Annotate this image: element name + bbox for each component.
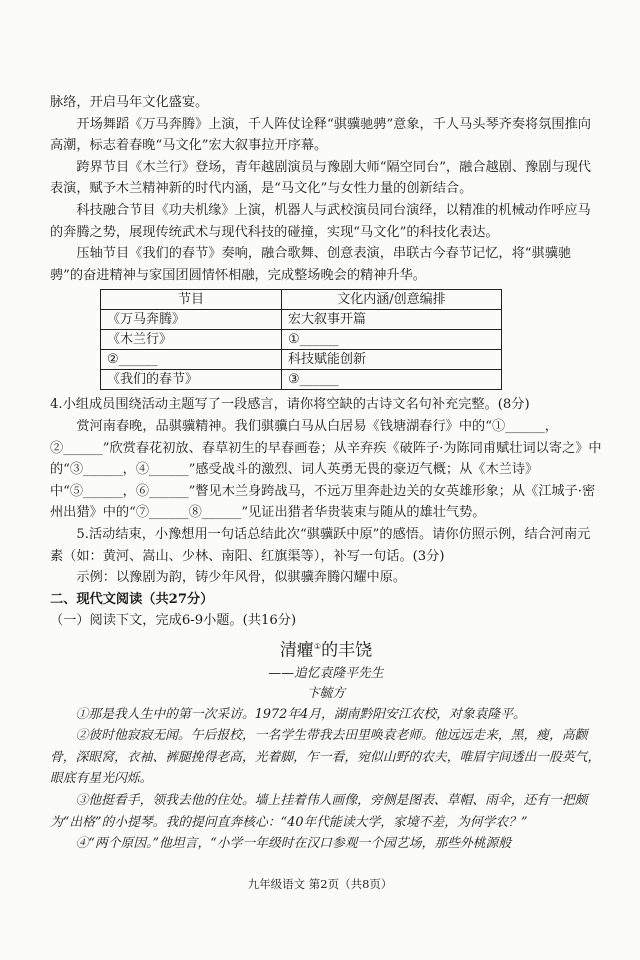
question-4-body: 赏河南春晚，品骐骥精神。我们骐骥白马从白居易《钱塘湖春行》中的“①______，②______”欣赏春花初放、春草初生的早春画卷；从辛弃疾《破阵子·为陈同甫赋壮词以寄之》中的“③______，④______”感受战斗的激烈、词人英勇无畏的豪迈气概；从《木兰诗》中“⑤______，⑥______”瞥见木兰身跨战马，不远万里奔赴边关的女英雄形象；从《江城子·密州出猎》中的“⑦______⑧______”见证出猎者华贵装束与随从的雄壮气势。 xyxy=(50,418,602,521)
article-title-rest: 的丰饶 xyxy=(321,640,373,661)
table-header-row xyxy=(101,290,502,310)
paragraph-intro-end: 脉络，开启马年文化盛宴。 xyxy=(50,95,209,110)
section-heading: 二、现代文阅读（共27分） xyxy=(50,591,214,607)
table-cell: ①______ xyxy=(282,330,502,350)
table-row xyxy=(101,330,502,350)
table-cell: 《我们的春节》 xyxy=(101,370,282,390)
article-author: 卞毓方 xyxy=(306,685,346,701)
paragraph-kungfu: 科技融合节目《功夫机缘》上演，机器人与武校演员同台演绎，以精准的机械动作呼应马的奔腾之势，展现传统武术与现代科技的碰撞，实现“马文化”的科技化表达。 xyxy=(50,202,591,240)
question-4-stem: 4.小组成员围绕活动主题写了一段感言，请你将空缺的古诗文名句补充完整。(8分) xyxy=(50,397,530,413)
section-part-heading: （一）阅读下文，完成6-9小题。(共16分) xyxy=(50,613,297,629)
table-cell: 科技赋能创新 xyxy=(282,350,502,370)
program-table xyxy=(100,289,502,390)
article-title-text: 清癯 xyxy=(279,640,314,661)
article-title-note: ① xyxy=(313,641,322,651)
article-paragraph: ③他挺看手，领我去他的住处。墙上挂着伟人画像，旁侧是图表、草帽、雨伞，还有一把颇为“出格”的小提琴。我的提问直奔核心：“40年代能读大学，家境不差，为何学农？” xyxy=(50,792,588,830)
paragraph-mulan: 跨界节目《木兰行》登场，青年越剧演员与豫剧大师“隔空同台”，融合越剧、豫剧与现代表演，赋予木兰精神新的时代内涵，是“马文化”与女性力量的创新结合。 xyxy=(50,159,591,197)
table-row xyxy=(101,370,502,390)
article-paragraph: ④“两个原因。”他坦言，“小学一年级时在汉口参观一个园艺场，那些外桃源般 xyxy=(75,836,512,852)
table-row xyxy=(101,350,502,370)
table-header-cell: 文化内涵/创意编排 xyxy=(282,290,502,310)
article-paragraph: ②彼时他寂寂无闻。午后报校，一名学生带我去田里唤袁老师。他远远走来，黑，瘦，高颧骨，深眼窝，衣袖、裤腿挽得老高，光着脚，乍一看，宛似山野的农夫，唯眉宇间透出一股英气，眼底有星光闪烁。 xyxy=(50,728,601,787)
article-title xyxy=(50,634,602,664)
paragraph-opening-dance: 开场舞蹈《万马奔腾》上演，千人阵仗诠释“骐骥驰骋”意象，千人马头琴齐奏将氛围推向高潮，标志着春晚“马文化”宏大叙事拉开序幕。 xyxy=(50,116,591,154)
table-cell: 《木兰行》 xyxy=(101,330,282,350)
table-cell: ②______ xyxy=(101,350,282,370)
question-5-example: 示例：以豫剧为韵，铸少年风骨，似骐骥奔腾闪耀中原。 xyxy=(76,570,407,586)
table-header-cell: 节目 xyxy=(101,290,282,310)
table-row xyxy=(101,310,502,330)
question-5-stem: 5.活动结束，小豫想用一句话总结此次“骐骥跃中原”的感悟。请你仿照示例，结合河南元素（如：黄河、嵩山、少林、南阳、红旗渠等），补写一句话。(3分) xyxy=(50,526,591,564)
article-subtitle: ——追忆袁隆平先生 xyxy=(268,665,384,681)
article-paragraph: ①那是我人生中的第一次采访。1972年4月，湖南黔阳安江农校，对象袁隆平。 xyxy=(75,706,526,722)
table-cell: 宏大叙事开篇 xyxy=(282,310,502,330)
table-cell: ③______ xyxy=(282,370,502,390)
paragraph-finale: 压轴节目《我们的春节》奏响，融合歌舞、创意表演，串联古今春节记忆，将“骐骥驰骋”的奋进精神与家国团圆情怀相融，完成整场晚会的精神升华。 xyxy=(50,246,572,283)
table-cell: 《万马奔腾》 xyxy=(101,310,282,330)
exam-page xyxy=(50,92,602,855)
page-footer: 九年级语文 第2页（共8页） xyxy=(247,877,393,891)
